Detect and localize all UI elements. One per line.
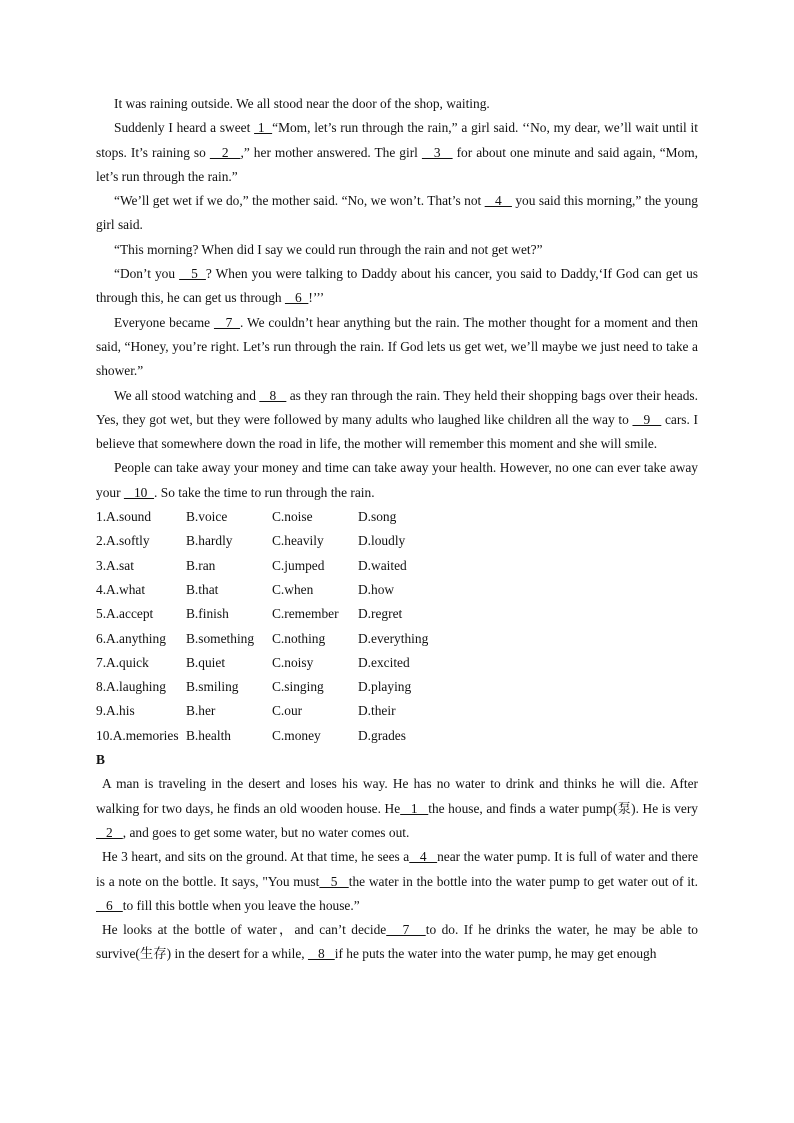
- option-choice: D.playing: [358, 679, 412, 695]
- option-choice: D.loudly: [358, 533, 406, 549]
- paragraph: [96, 262, 698, 311]
- text-run: . We couldn’t hear anything but the rain. The mother thought for a moment and then said, “Honey, you’re right. Let’s run through the rain. If God lets us get wet, we’ll maybe we just need to take a shower.”: [96, 314, 698, 379]
- text-run: “We’ll get wet if we do,” the mother said. “No, we won’t. That’s not: [114, 193, 485, 209]
- option-choice: C.noise: [272, 509, 313, 525]
- option-choice: 2.A.softly: [96, 533, 150, 549]
- option-choice: D.song: [358, 509, 397, 525]
- option-choice: C.heavily: [272, 533, 324, 549]
- option-row: [96, 627, 698, 651]
- option-choice: 6.A.anything: [96, 630, 166, 646]
- paragraph: [96, 772, 698, 845]
- option-choice: C.nothing: [272, 630, 326, 646]
- option-choice: C.money: [272, 727, 321, 743]
- option-row: [96, 554, 698, 578]
- option-choice: B.her: [186, 703, 216, 719]
- paragraph: [96, 189, 698, 238]
- option-choice: C.singing: [272, 679, 324, 695]
- option-choice: B.something: [186, 630, 255, 646]
- option-choice: 9.A.his: [96, 703, 135, 719]
- paragraph: [96, 238, 698, 262]
- passage-a: [96, 92, 698, 505]
- text-run: Everyone became: [114, 314, 214, 330]
- passage-b: [96, 772, 698, 966]
- option-row: [96, 675, 698, 699]
- text-run: People can take away your money and time can take away your health. However, no one can ever take away your: [96, 460, 698, 500]
- text-run: for about one minute and said again, “Mom, let’s run through the rain.”: [96, 144, 699, 184]
- paragraph: [96, 456, 698, 505]
- option-choice: D.grades: [358, 727, 406, 743]
- text-run: It was raining outside. We all stood near the door of the shop, waiting.: [114, 96, 490, 111]
- option-choice: 10.A.memories: [96, 727, 179, 743]
- section-b-title: B: [96, 752, 105, 768]
- text-run: We all stood watching and: [114, 387, 260, 403]
- paragraph: [96, 311, 698, 384]
- text-run: “This morning? When did I say we could run through the rain and not get wet?”: [114, 241, 543, 257]
- text-run: the house, and finds a water pump(泵). He is very: [428, 800, 699, 816]
- blank-number: 1: [400, 800, 429, 816]
- text-run: if he puts the water into the water pump, he may get enough: [334, 946, 657, 962]
- option-choice: C.when: [272, 581, 314, 597]
- blank-number: 4: [484, 193, 512, 209]
- text-run: ? When you were talking to Daddy about his cancer, you said to Daddy,‘If God can get us through this, he can get us through: [96, 266, 698, 306]
- paragraph: [96, 845, 698, 918]
- blank-number: 2: [96, 824, 123, 840]
- option-choice: 3.A.sat: [96, 557, 134, 573]
- blank-number: 2: [209, 144, 241, 160]
- text-run: ,” her mother answered. The girl: [240, 144, 422, 160]
- text-run: as they ran through the rain. They held their shopping bags over their heads. Yes, they got wet, but they were followed by many adults who laughed like children all the way to: [96, 387, 698, 427]
- option-choice: B.health: [186, 727, 231, 743]
- blank-number: 1: [254, 120, 273, 136]
- option-choice: C.our: [272, 703, 303, 719]
- blank-number: 3: [421, 144, 453, 160]
- blank-number: 10: [123, 484, 155, 500]
- text-run: “Don’t you: [114, 266, 180, 282]
- paragraph: [96, 116, 698, 189]
- blank-number: 5: [319, 873, 349, 889]
- text-run: “Mom, let’s run through the rain,” a girl said. ‘‘No, my dear, we’ll wait until it stops. It’s raining so: [96, 120, 698, 160]
- worksheet-page: [96, 92, 698, 967]
- blank-number: 9: [632, 411, 662, 427]
- text-run: He looks at the bottle of water，and can’t decide: [102, 922, 387, 938]
- option-choice: B.ran: [186, 557, 216, 573]
- option-choice: 4.A.what: [96, 581, 146, 597]
- text-run: to do. If he drinks the water, he may be able to survive(生存) in the desert for a while,: [96, 922, 699, 962]
- option-choice: 8.A.laughing: [96, 679, 166, 695]
- option-choice: D.everything: [358, 630, 429, 646]
- option-row: [96, 529, 698, 553]
- text-run: A man is traveling in the desert and loses his way. He has no water to drink and thinks he will die. After walking for two days, he finds an old wooden house. He: [96, 776, 698, 816]
- option-row: [96, 578, 698, 602]
- option-choice: D.excited: [358, 654, 410, 670]
- text-run: !’’’: [308, 290, 325, 306]
- option-row: [96, 724, 698, 748]
- text-run: to fill this bottle when you leave the house.”: [122, 897, 360, 913]
- blank-number: 8: [307, 946, 335, 962]
- option-choice: B.quiet: [186, 654, 226, 670]
- text-run: , and goes to get some water, but no water comes out.: [122, 824, 410, 840]
- option-choice: B.hardly: [186, 533, 233, 549]
- option-choice: D.how: [358, 581, 395, 597]
- text-run: cars. I believe that somewhere down the road in life, the mother will remember this moment and she will smile.: [96, 411, 699, 452]
- option-choice: 5.A.accept: [96, 606, 154, 622]
- option-choice: C.noisy: [272, 654, 314, 670]
- option-choice: 7.A.quick: [96, 654, 149, 670]
- option-choice: B.finish: [186, 606, 229, 622]
- option-choice: C.remember: [272, 606, 339, 622]
- option-choice: B.smiling: [186, 679, 239, 695]
- option-row: [96, 505, 698, 529]
- blank-number: 8: [259, 387, 287, 403]
- option-row: [96, 699, 698, 723]
- option-choice: D.their: [358, 703, 396, 719]
- blank-number: 4: [409, 849, 438, 865]
- options-list: [96, 505, 698, 748]
- blank-number: 6: [284, 290, 309, 306]
- option-choice: D.waited: [358, 557, 407, 573]
- option-row: [96, 602, 698, 626]
- text-run: Suddenly I heard a sweet: [114, 120, 255, 136]
- text-run: near the water pump. It is full of water and there is a note on the bottle. It says, "You must: [96, 849, 699, 889]
- option-choice: D.regret: [358, 606, 403, 622]
- text-run: He 3 heart, and sits on the ground. At that time, he sees a: [102, 849, 410, 865]
- blank-number: 6: [96, 897, 123, 913]
- paragraph: [96, 384, 698, 457]
- blank-number: 5: [179, 266, 206, 282]
- option-choice: B.that: [186, 581, 219, 597]
- paragraph: [96, 918, 698, 967]
- option-row: [96, 651, 698, 675]
- blank-number: 7: [213, 314, 241, 330]
- text-run: the water in the bottle into the water pump to get water out of it.: [348, 873, 699, 889]
- blank-number: 7: [386, 922, 426, 938]
- option-choice: 1.A.sound: [96, 509, 152, 525]
- option-choice: B.voice: [186, 509, 228, 525]
- text-run: you said this morning,” the young girl said.: [96, 193, 699, 233]
- text-run: . So take the time to run through the rain.: [154, 484, 375, 500]
- option-choice: C.jumped: [272, 557, 325, 573]
- paragraph: [96, 92, 698, 116]
